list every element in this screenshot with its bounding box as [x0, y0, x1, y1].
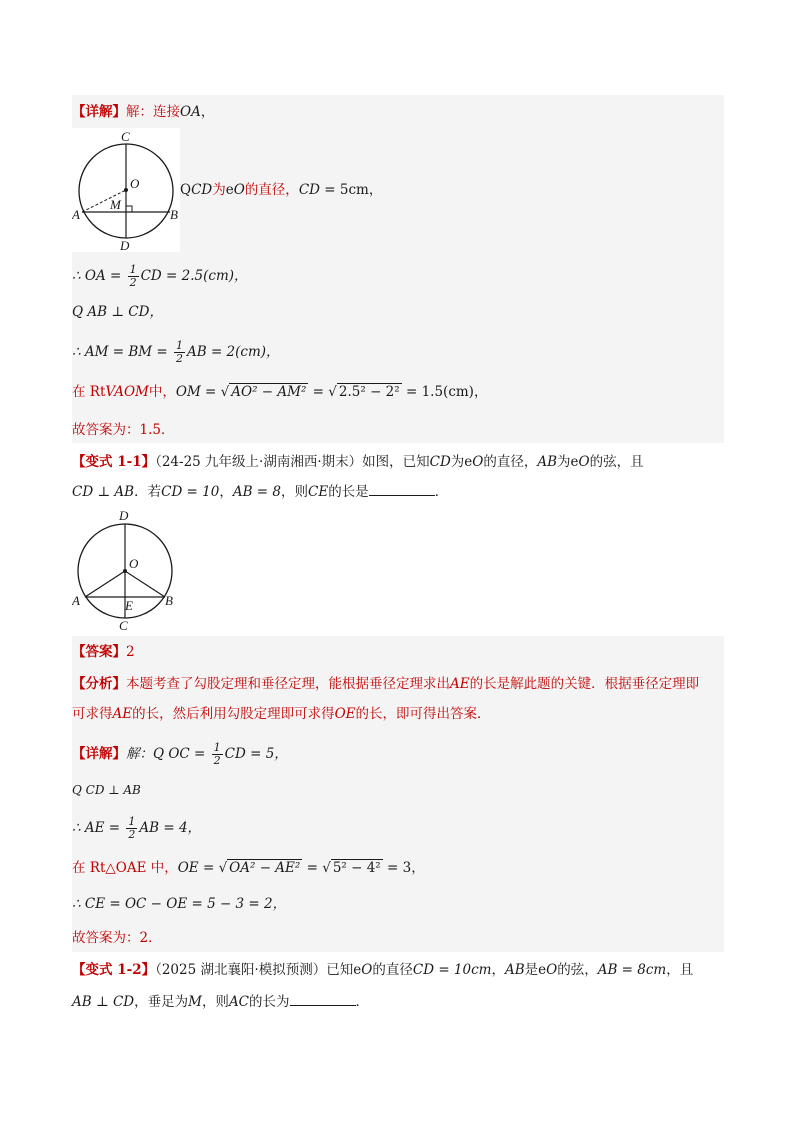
detail1-since-line [180, 180, 382, 200]
detail2-line2: Q CD ⊥ AB [72, 783, 141, 797]
label-c-2: C [119, 618, 128, 632]
detail1-text: 解：连接 [126, 104, 180, 120]
detail1-var: OA [180, 104, 201, 120]
analysis1-line1: 【分析】本题考查了勾股定理和垂径定理，能根据垂径定理求出AE的长是解此题的关键．根据垂径定理即 [72, 676, 700, 692]
detail1-heading [72, 102, 214, 122]
since-symbol: Q [180, 182, 192, 198]
label-e-2: E [125, 598, 133, 613]
detail1-comma: ， [200, 104, 215, 120]
line5-eq: = [308, 384, 329, 400]
analysis1-tag: 【分析】 [72, 676, 126, 692]
since-cd2: CD [298, 182, 320, 198]
since-cd: CD [191, 182, 213, 198]
segment-ob-2 [125, 571, 165, 597]
label-a-1: A [72, 207, 80, 222]
answer-blank-2[interactable] [290, 993, 356, 1006]
answer-blank-1[interactable] [369, 483, 435, 496]
diagram-circle-2 [72, 506, 182, 632]
label-d-1: D [120, 238, 130, 252]
since-diameter: 的直径， [244, 182, 299, 198]
label-b-1: B [170, 207, 178, 222]
label-d-2: D [119, 508, 129, 523]
label-o-2: O [129, 556, 139, 571]
since-circle-sym: e [225, 182, 234, 198]
since-value: = 5cm， [319, 182, 383, 198]
variant1-source: （24-25 九年级上·湖南湘西·期末）如图，已知 [155, 454, 430, 470]
detail1-line2 [72, 264, 248, 289]
variant1-tag: 【变式 1-1】 [72, 454, 156, 470]
label-o-1: O [130, 176, 140, 191]
line5-om: OM = [175, 384, 221, 400]
detail2-tag: 【详解】 [72, 746, 126, 762]
answer1-value: 2 [126, 644, 135, 660]
variant2-tag: 【变式 1-2】 [72, 962, 156, 978]
analysis1-line2: 可求得AE的长，然后利用勾股定理即可求得OE的长，即可得出答案． [72, 706, 491, 722]
line5-radicand2: 2.5² − 2² [338, 384, 400, 400]
detail1-line3: Q AB ⊥ CD， [72, 304, 163, 320]
detail2-line3: ∴ AE = $\frac{1}{2}$ AB = 4， [72, 815, 202, 841]
fraction-half-4: $\frac{1}{2}$ [128, 815, 136, 841]
variant2-line1: 【变式 1-2】（2025 湖北襄阳·模拟预测）已知eO的直径CD = 10cm，AB是eO的弦，AB = 8cm，且 [72, 962, 694, 978]
detail1-line4 [72, 340, 280, 365]
detail2-answer: 故答案为：2． [72, 930, 162, 946]
detail1-answer: 故答案为：1.5． [72, 422, 175, 438]
detail2-line1: 【详解】解：Q OC = $\frac{1}{2}$ CD = 5， [72, 741, 288, 767]
label-m-1: M [110, 197, 121, 212]
line4-left: ∴ AM = BM = [72, 344, 172, 360]
segment-oa-2 [85, 571, 125, 597]
variant2-line2: AB ⊥ CD，垂足为M，则AC的长为 ． [72, 994, 370, 1010]
since-wei: 为 [212, 182, 226, 198]
center-dot-2 [123, 569, 127, 573]
line5-triangle: VAOM [105, 384, 149, 400]
answer1-line [72, 642, 135, 662]
line4-right: AB = 2(cm)， [186, 344, 280, 360]
diagram-circle-1 [72, 128, 180, 252]
line5-in-rt: 在 Rt [72, 384, 106, 400]
line2-left: ∴ OA = [72, 268, 126, 284]
since-o: O [233, 182, 245, 198]
fraction-half-1: $\frac{1}{2}$ [129, 263, 137, 289]
variant1-line1: 【变式 1-1】（24-25 九年级上·湖南湘西·期末）如图，已知CD为eO的直径，AB为eO的弦，且 [72, 454, 644, 470]
detail1-tag: 【详解】 [72, 104, 126, 120]
line5-result: = 1.5(cm)， [401, 384, 488, 400]
label-a-2: A [72, 593, 80, 608]
fraction-half-2: $\frac{1}{2}$ [175, 339, 183, 365]
line5-zhong: 中， [148, 384, 176, 400]
detail1-line5: 在 RtVAOM中，OM = √ AO² − AM² = √ 2.5² − 2² = 1.5(cm)， [72, 384, 488, 400]
answer1-tag: 【答案】 [72, 644, 126, 660]
detail2-line4: 在 Rt△OAE 中，OE = √ OA² − AE² = √ 5² − 4² = 3， [72, 860, 425, 876]
label-b-2: B [165, 593, 173, 608]
line2-right: CD = 2.5(cm)， [140, 268, 248, 284]
variant1-line2: CD ⊥ AB．若CD = 10，AB = 8，则CE的长是 ． [72, 484, 449, 500]
center-dot-1 [124, 188, 128, 192]
detail2-line5: ∴ CE = OC − OE = 5 − 3 = 2， [72, 896, 287, 912]
label-c-1: C [121, 129, 130, 144]
fraction-half-3: $\frac{1}{2}$ [213, 741, 221, 767]
line5-radicand1: AO² − AM² [231, 384, 307, 400]
